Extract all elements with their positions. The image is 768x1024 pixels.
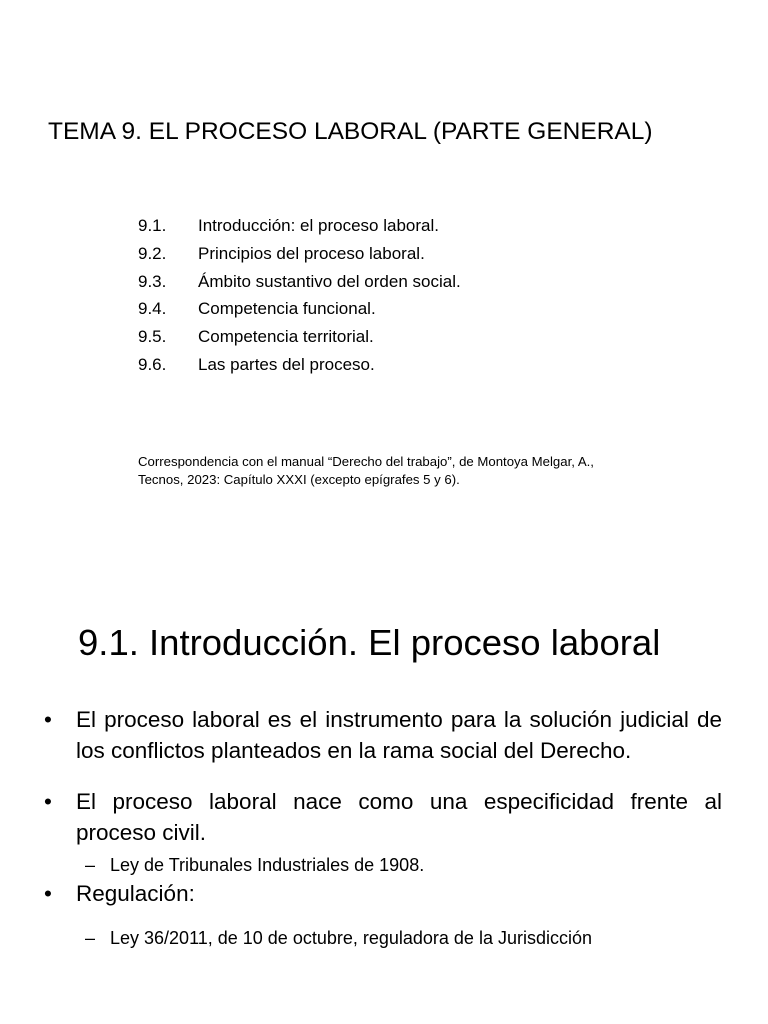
bullet-item	[42, 704, 722, 766]
toc-item-text: Competencia territorial.	[198, 327, 374, 347]
toc-item-number: 9.2.	[138, 243, 167, 263]
toc-item-number: 9.3.	[138, 271, 167, 291]
sub-item-text: Ley de Tribunales Industriales de 1908.	[110, 855, 425, 875]
correspondence-line-1: Correspondencia con el manual “Derecho del trabajo”, de Montoya Melgar, A.,	[138, 454, 594, 469]
toc-item-number: 9.6.	[138, 354, 167, 374]
bullet-item	[42, 786, 722, 878]
toc-item-text: Principios del proceso laboral.	[198, 243, 425, 263]
bullet-icon: •	[44, 789, 52, 814]
bullet-text: El proceso laboral nace como una especificidad frente al proceso civil.	[76, 789, 722, 845]
toc-item	[138, 212, 461, 240]
toc-item	[138, 240, 461, 268]
correspondence-note	[138, 453, 698, 488]
correspondence-line-2: Tecnos, 2023: Capítulo XXXI (excepto epígrafes 5 y 6).	[138, 471, 460, 487]
dash-icon: –	[85, 928, 96, 948]
toc-item	[138, 295, 461, 323]
dash-icon: –	[85, 855, 96, 875]
bullet-item	[42, 878, 722, 951]
sub-item	[42, 852, 722, 878]
table-of-contents	[138, 212, 461, 379]
toc-item-text: Introducción: el proceso laboral.	[198, 216, 439, 235]
toc-item	[138, 268, 461, 296]
section-heading: 9.1. Introducción. El proceso laboral	[78, 622, 661, 663]
bullet-list	[42, 704, 722, 951]
sub-item	[76, 925, 722, 951]
bullet-icon: •	[44, 707, 52, 732]
bullet-text: Regulación:	[76, 881, 195, 906]
toc-item-number: 9.5.	[138, 327, 167, 347]
bullet-icon: •	[44, 881, 52, 906]
page-title: TEMA 9. EL PROCESO LABORAL (PARTE GENERAL)	[48, 118, 653, 145]
toc-item-text: Las partes del proceso.	[198, 354, 375, 374]
toc-item	[138, 351, 461, 379]
toc-item	[138, 323, 461, 351]
toc-item-number: 9.4.	[138, 299, 167, 319]
sub-item-text: Ley 36/2011, de 10 de octubre, reguladora de la Jurisdicción	[110, 928, 592, 948]
toc-item-text: Ámbito sustantivo del orden social.	[198, 271, 461, 291]
bullet-text: El proceso laboral es el instrumento para la solución judicial de los conflictos planteados en la rama social del Derecho.	[76, 707, 722, 763]
toc-item-number: 9.1.	[138, 216, 167, 235]
toc-item-text: Competencia funcional.	[198, 299, 376, 319]
